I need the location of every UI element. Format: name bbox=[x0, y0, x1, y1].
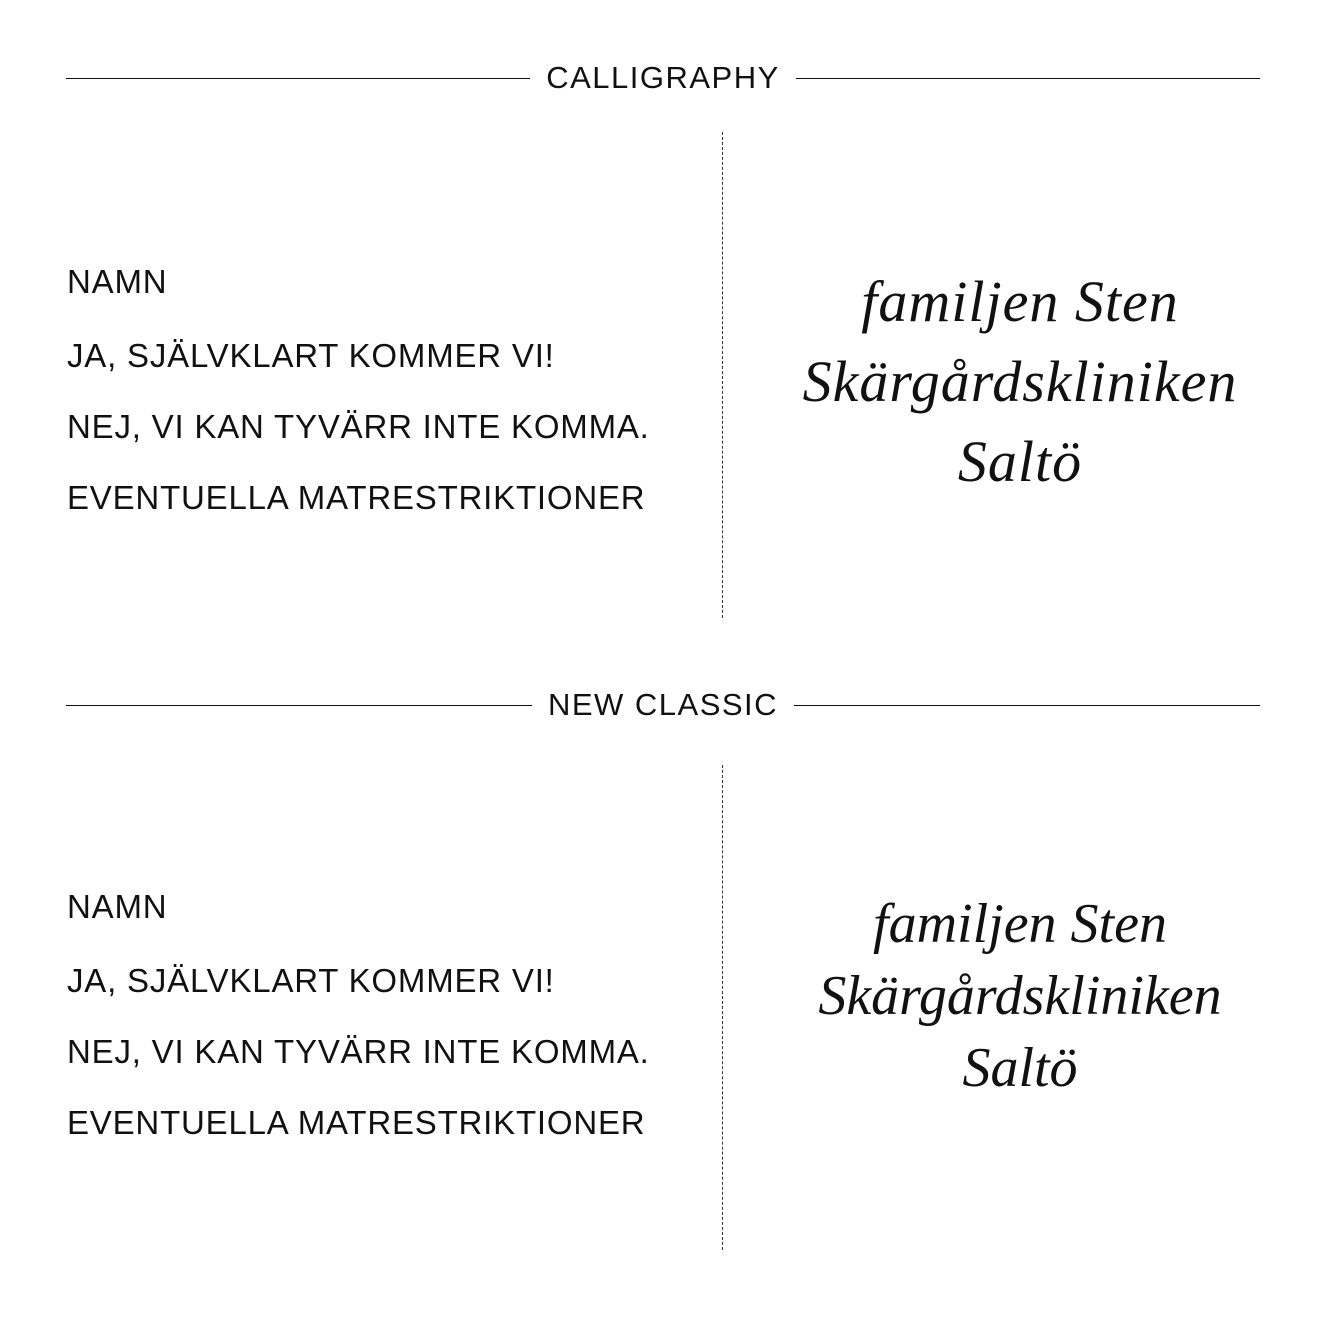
header-rule-right bbox=[796, 78, 1260, 79]
address-line-clinic: Skärgårdskliniken bbox=[802, 349, 1238, 414]
address-block-calligraphy bbox=[740, 262, 1300, 502]
address-block-new-classic bbox=[740, 888, 1300, 1104]
rsvp-line-name: NAMN bbox=[67, 263, 168, 300]
header-rule-left bbox=[66, 705, 532, 706]
header-rule-right bbox=[794, 705, 1260, 706]
dashed-divider bbox=[722, 765, 723, 1250]
rsvp-line-no: NEJ, VI KAN TYVÄRR INTE KOMMA. bbox=[67, 408, 650, 445]
section-heading: CALLIGRAPHY bbox=[546, 60, 780, 95]
rsvp-line-yes: JA, SJÄLVKLART KOMMER VI! bbox=[67, 962, 555, 999]
section-heading: NEW CLASSIC bbox=[547, 687, 779, 722]
section-header-new-classic bbox=[66, 685, 1260, 725]
address-line-clinic: Skärgårdskliniken bbox=[818, 965, 1222, 1027]
rsvp-line-dietary: EVENTUELLA MATRESTRIKTIONER bbox=[67, 1104, 646, 1141]
section-header-calligraphy bbox=[66, 58, 1260, 98]
address-line-place: Saltö bbox=[957, 429, 1083, 494]
address-line-family: familjen Sten bbox=[861, 269, 1179, 334]
dashed-divider bbox=[722, 132, 723, 618]
rsvp-line-yes: JA, SJÄLVKLART KOMMER VI! bbox=[67, 337, 555, 374]
address-line-place: Saltö bbox=[962, 1037, 1078, 1099]
header-rule-left bbox=[66, 78, 530, 79]
address-line-family: familjen Sten bbox=[873, 893, 1167, 955]
rsvp-line-dietary: EVENTUELLA MATRESTRIKTIONER bbox=[67, 479, 646, 516]
rsvp-line-name: NAMN bbox=[67, 888, 168, 925]
rsvp-line-no: NEJ, VI KAN TYVÄRR INTE KOMMA. bbox=[67, 1033, 650, 1070]
